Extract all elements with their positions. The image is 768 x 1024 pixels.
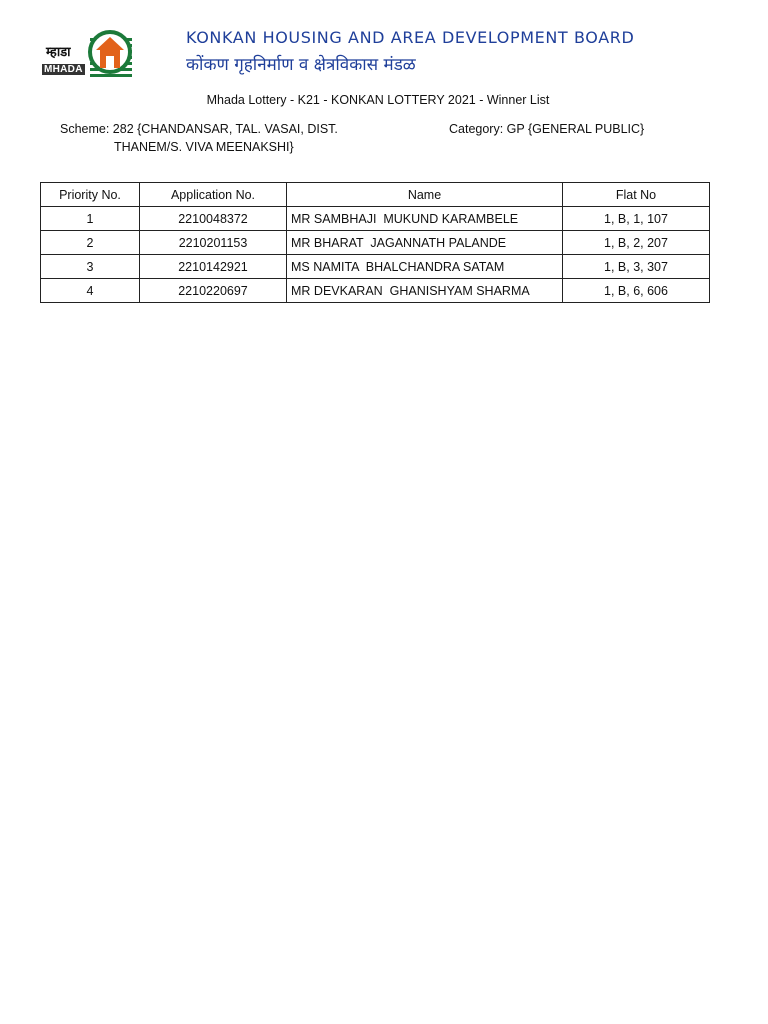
header-application-no: Application No. <box>140 183 287 207</box>
board-name-marathi: कोंकण गृहनिर्माण व क्षेत्रविकास मंडळ <box>186 55 416 75</box>
priority-no-cell: 1 <box>41 207 140 231</box>
flat-no-cell: 1, B, 3, 307 <box>563 255 710 279</box>
logo-text-mr: म्हाडा <box>46 45 71 60</box>
table-row <box>41 279 710 303</box>
name-cell: MR SAMBHAJI MUKUND KARAMBELE <box>287 207 563 231</box>
application-no-cell: 2210220697 <box>140 279 287 303</box>
flat-no-cell: 1, B, 6, 606 <box>563 279 710 303</box>
scheme-line-1: Scheme: 282 {CHANDANSAR, TAL. VASAI, DIST. <box>60 122 338 136</box>
application-no-cell: 2210201153 <box>140 231 287 255</box>
scheme-line-2: THANEM/S. VIVA MEENAKSHI} <box>114 140 294 154</box>
priority-no-cell: 2 <box>41 231 140 255</box>
application-no-cell: 2210048372 <box>140 207 287 231</box>
header-priority-no: Priority No. <box>41 183 140 207</box>
application-no-cell: 2210142921 <box>140 255 287 279</box>
priority-no-cell: 4 <box>41 279 140 303</box>
category-label: Category: GP {GENERAL PUBLIC} <box>449 122 645 136</box>
winner-table <box>40 182 710 303</box>
table-row <box>41 207 710 231</box>
mhada-logo <box>40 26 136 82</box>
name-cell: MR BHARAT JAGANNATH PALANDE <box>287 231 563 255</box>
table-row <box>41 231 710 255</box>
name-cell: MR DEVKARAN GHANISHYAM SHARMA <box>287 279 563 303</box>
priority-no-cell: 3 <box>41 255 140 279</box>
header-flat-no: Flat No <box>563 183 710 207</box>
lottery-title: Mhada Lottery - K21 - KONKAN LOTTERY 2021 - Winner List <box>206 93 550 107</box>
board-name-english: KONKAN HOUSING AND AREA DEVELOPMENT BOARD <box>186 28 635 47</box>
logo-text-en: MHADA <box>44 64 83 75</box>
flat-no-cell: 1, B, 2, 207 <box>563 231 710 255</box>
flat-no-cell: 1, B, 1, 107 <box>563 207 710 231</box>
name-cell: MS NAMITA BHALCHANDRA SATAM <box>287 255 563 279</box>
table-row <box>41 255 710 279</box>
table-header-row <box>41 183 710 207</box>
header-name: Name <box>287 183 563 207</box>
